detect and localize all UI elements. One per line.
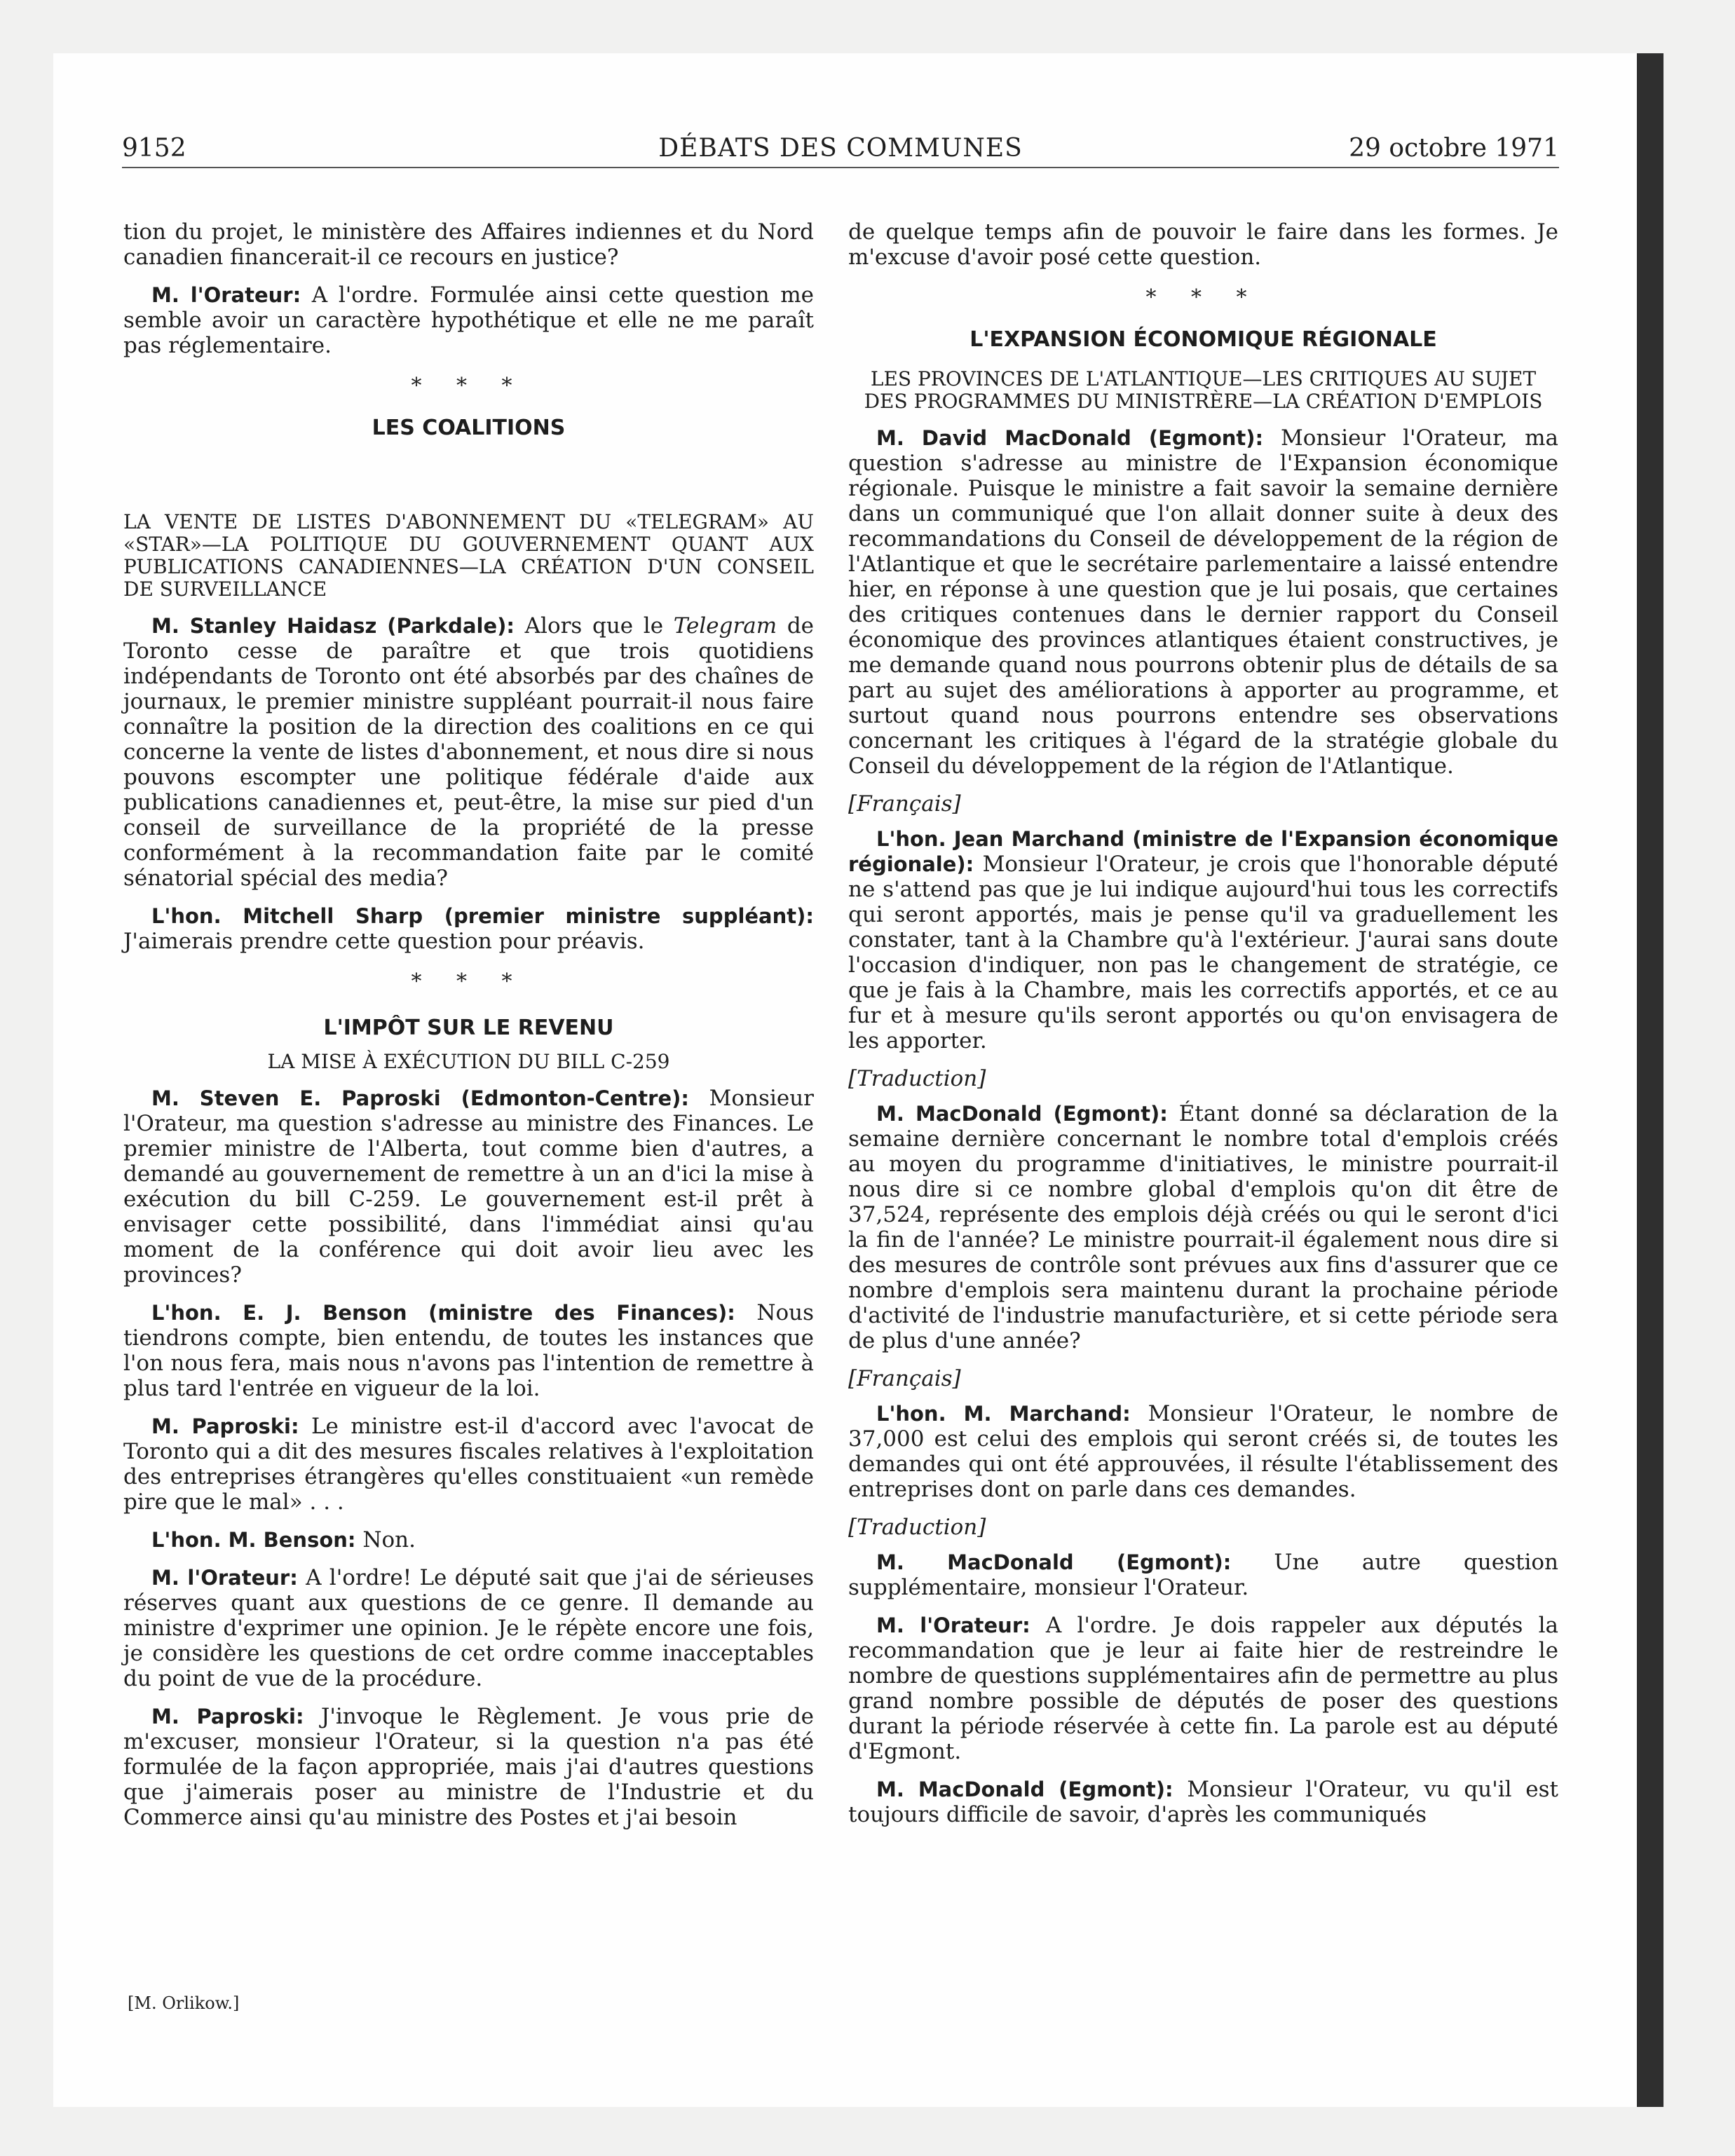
speech-text: A l'ordre! Le député sait que j'ai de sérieuses réserves quant aux questions de ce genre. Il demande au ministre d'exprimer une opinion. Je le répète encore une fois, je considère les questions de cet ordre comme inacceptables du point de vue de la procédure. xyxy=(123,1565,815,1691)
speaker: M. MacDonald (Egmont): xyxy=(876,1550,1232,1574)
paragraph xyxy=(123,1565,814,1691)
paragraph xyxy=(848,1613,1558,1764)
section-title: L'IMPÔT SUR LE REVENU xyxy=(323,1016,614,1040)
speech-text: Monsieur l'Orateur, ma question s'adresse au ministre des Finances. Le premier ministre de l'Alberta, tout comme bien d'autres, a demandé au gouvernement de remettre à un an d'ici la mise à exécution du bill C-259. Le gouvernement est-il prêt à envisager cette possibilité, dans l'immédiat ainsi qu'au moment de la conférence qui doit avoir lieu avec les provinces? xyxy=(123,1086,814,1288)
speech-text: J'aimerais prendre cette question pour préavis. xyxy=(123,929,645,954)
speaker: L'hon. M. Benson: xyxy=(151,1528,356,1552)
publication-date: 29 octobre 1971 xyxy=(1349,134,1559,163)
speaker: L'hon. Mitchell Sharp (premier ministre suppléant): xyxy=(151,904,814,928)
paragraph xyxy=(848,1550,1558,1600)
paragraph xyxy=(123,1086,814,1288)
speech-text: A l'ordre. Formulée ainsi cette question me semble avoir un caractère hypothétique et elle ne me paraît pas réglementaire. xyxy=(123,282,814,358)
language-marker: [Français] xyxy=(848,791,961,817)
page-edge-shadow xyxy=(1637,53,1663,2107)
paragraph: de quelque temps afin de pouvoir le faire dans les formes. Je m'excuse d'avoir posé cette question. xyxy=(848,219,1558,270)
speaker: M. Steven E. Paproski (Edmonton-Centre): xyxy=(151,1086,689,1110)
section-separator: * * * xyxy=(1145,285,1261,310)
speaker: M. MacDonald (Egmont): xyxy=(876,1102,1168,1126)
paragraph xyxy=(123,1527,814,1553)
speaker: M. l'Orateur: xyxy=(151,1566,298,1590)
footnote: [M. Orlikow.] xyxy=(128,1993,240,2013)
paragraph xyxy=(848,425,1558,779)
speaker: L'hon. E. J. Benson (ministre des Finances): xyxy=(151,1301,735,1325)
paragraph xyxy=(123,1704,814,1830)
speaker: M. Stanley Haidasz (Parkdale): xyxy=(151,614,515,638)
paragraph xyxy=(848,826,1558,1053)
section-separator: * * * xyxy=(411,969,526,994)
speech-text: de Toronto cesse de paraître et que trois quotidiens indépendants de Toronto ont été absorbés par des chaînes de journaux, le premier ministre suppléant pourrait-il nous faire connaître la position de la direction des coalitions en ce qui concerne la vente de listes d'abonnement, et nous dire si nous pouvons escompter une politique fédérale d'aide aux publications canadiennes et, peut-être, la mise sur pied d'un conseil de surveillance de la propriété de la presse conformément à la recommandation faite par le comité sénatorial spécial des media? xyxy=(123,613,815,891)
speech-text: Monsieur l'Orateur, je crois que l'honorable député ne s'attend pas que je lui indique aujourd'hui tous les correctifs qui seront apportés, mais je pense qu'il va graduellement les constater, tant à la Chambre qu'à l'extérieur. J'aurai sans doute l'occasion d'indiquer, non pas le changement de stratégie, ce que je fais à la Chambre, mais les correctifs apportés, et ce au fur et à mesure qu'ils seront apportés ou qu'on envisagera de les apporter. xyxy=(848,852,1558,1053)
paragraph xyxy=(848,1401,1558,1502)
speech-text: Non. xyxy=(355,1527,416,1553)
section-subtitle: LA MISE À EXÉCUTION DU BILL C-259 xyxy=(267,1050,670,1073)
speech-text: A l'ordre. Je dois rappeler aux députés la recommandation que je leur ai faite hier de restreindre le nombre de questions supplémentaires afin de permettre au plus grand nombre possible de députés de poser des questions durant la période réservée à cette fin. La parole est au député d'Egmont. xyxy=(848,1613,1558,1764)
speaker: M. David MacDonald (Egmont): xyxy=(876,426,1264,450)
paragraph xyxy=(123,1300,814,1401)
publication-title: DÉBATS DES COMMUNES xyxy=(658,134,1023,163)
speaker: L'hon. M. Marchand: xyxy=(876,1402,1131,1426)
speech-text: Monsieur l'Orateur, vu qu'il est toujours difficile de savoir, d'après les communiqués xyxy=(848,1777,1558,1827)
speaker: M. Paproski: xyxy=(151,1705,304,1728)
language-marker: [Traduction] xyxy=(848,1515,986,1540)
left-column xyxy=(123,219,814,1843)
speech-text: Monsieur l'Orateur, ma question s'adresse au ministre de l'Expansion économique régionale. Puisque le ministre a fait savoir la semaine dernière dans un communiqué que l'on allait donner suite à deux des recommandations du Conseil de développement de la région de l'Atlantique et que le secrétaire parlementaire a laissé entendre hier, en réponse à une question que je lui posais, que certaines des critiques contenues dans le dernier rapport du Conseil économique des provinces atlantiques étaient constructives, je me demande quand nous pourrons obtenir plus de détails de sa part au sujet des améliorations à apporter au programme, et surtout quand nous pourrons entendre ses observations concernant les critiques à l'égard de la stratégie globale du Conseil du développement de la région de l'Atlantique. xyxy=(848,425,1558,779)
section-title: L'EXPANSION ÉCONOMIQUE RÉGIONALE xyxy=(969,327,1437,352)
paragraph xyxy=(123,1414,814,1515)
speech-text: Une autre question supplémentaire, monsieur l'Orateur. xyxy=(848,1550,1558,1600)
language-marker: [Français] xyxy=(848,1366,961,1391)
speech-text: J'invoque le Règlement. Je vous prie de m'excuser, monsieur l'Orateur, si la question n'a pas été formulée de la façon appropriée, mais j'ai d'autres questions que j'aimerais poser au ministre de l'Industrie et du Commerce ainsi qu'au ministre des Postes et j'ai besoin xyxy=(123,1704,814,1830)
paragraph xyxy=(848,1101,1558,1353)
speech-text: Le ministre est-il d'accord avec l'avocat de Toronto qui a dit des mesures fiscales relatives à l'exploitation des entreprises étrangères qu'elles constituaient «un remède pire que le mal» . . . xyxy=(123,1414,814,1515)
paragraph xyxy=(848,1777,1558,1827)
section-separator: * * * xyxy=(411,374,526,398)
right-column xyxy=(848,219,1558,1840)
paragraph xyxy=(123,613,814,891)
speech-text: Nous tiendrons compte, bien entendu, de toutes les instances que l'on nous fera, mais nous n'avons pas l'intention de remettre à plus tard l'entrée en vigueur de la loi. xyxy=(123,1300,814,1401)
speech-text: Monsieur l'Orateur, le nombre de 37,000 est celui des emplois qui seront créés si, de toutes les demandes qui ont été approuvées, il résulte l'établissement des entreprises dont on parle dans ces demandes. xyxy=(848,1401,1559,1502)
section-subtitle: LA VENTE DE LISTES D'ABONNEMENT DU «TELEGRAM» AU «STAR»—LA POLITIQUE DU GOUVERNEMENT QUANT AUX PUBLICATIONS CANADIENNES—LA CRÉATION D'UN CONSEIL DE SURVEILLANCE xyxy=(123,510,814,601)
section-title: LES COALITIONS xyxy=(372,416,566,440)
speaker: M. l'Orateur: xyxy=(151,283,301,307)
paragraph xyxy=(123,282,814,358)
speech-text: Étant donné sa déclaration de la semaine dernière concernant le nombre total d'emplois créés au moyen du programme d'initiatives, le ministre pourrait-il nous dire si ce nombre global d'emplois qu'on dit être de 37,524, représente des emplois déjà créés ou qui le seront d'ici la fin de l'année? Le ministre pourrait-il également nous dire si des mesures de contrôle sont prévues aux fins d'assurer que ce nombre d'emplois sera maintenu durant la prochaine période d'activité de l'industrie manufacturière, et si cette période sera de plus d'une année? xyxy=(848,1101,1558,1353)
speaker: M. Paproski: xyxy=(151,1414,299,1438)
language-marker: [Traduction] xyxy=(848,1066,986,1091)
newspaper-name: Telegram xyxy=(673,613,777,639)
speaker: M. MacDonald (Egmont): xyxy=(876,1778,1173,1801)
page-header xyxy=(122,130,1559,168)
paragraph xyxy=(123,903,814,954)
page-number: 9152 xyxy=(122,134,186,163)
section-subtitle: LES PROVINCES DE L'ATLANTIQUE—LES CRITIQUES AU SUJET DES PROGRAMMES DU MINISTRÈRE—LA CRÉATION D'EMPLOIS xyxy=(864,367,1543,413)
speaker: L'hon. Jean Marchand (ministre de l'Expansion économique régionale): xyxy=(848,827,1558,876)
speech-text: Alors que le xyxy=(514,613,674,639)
speaker: M. l'Orateur: xyxy=(876,1613,1030,1637)
paragraph: tion du projet, le ministère des Affaires indiennes et du Nord canadien financerait-il ce recours en justice? xyxy=(123,219,814,270)
